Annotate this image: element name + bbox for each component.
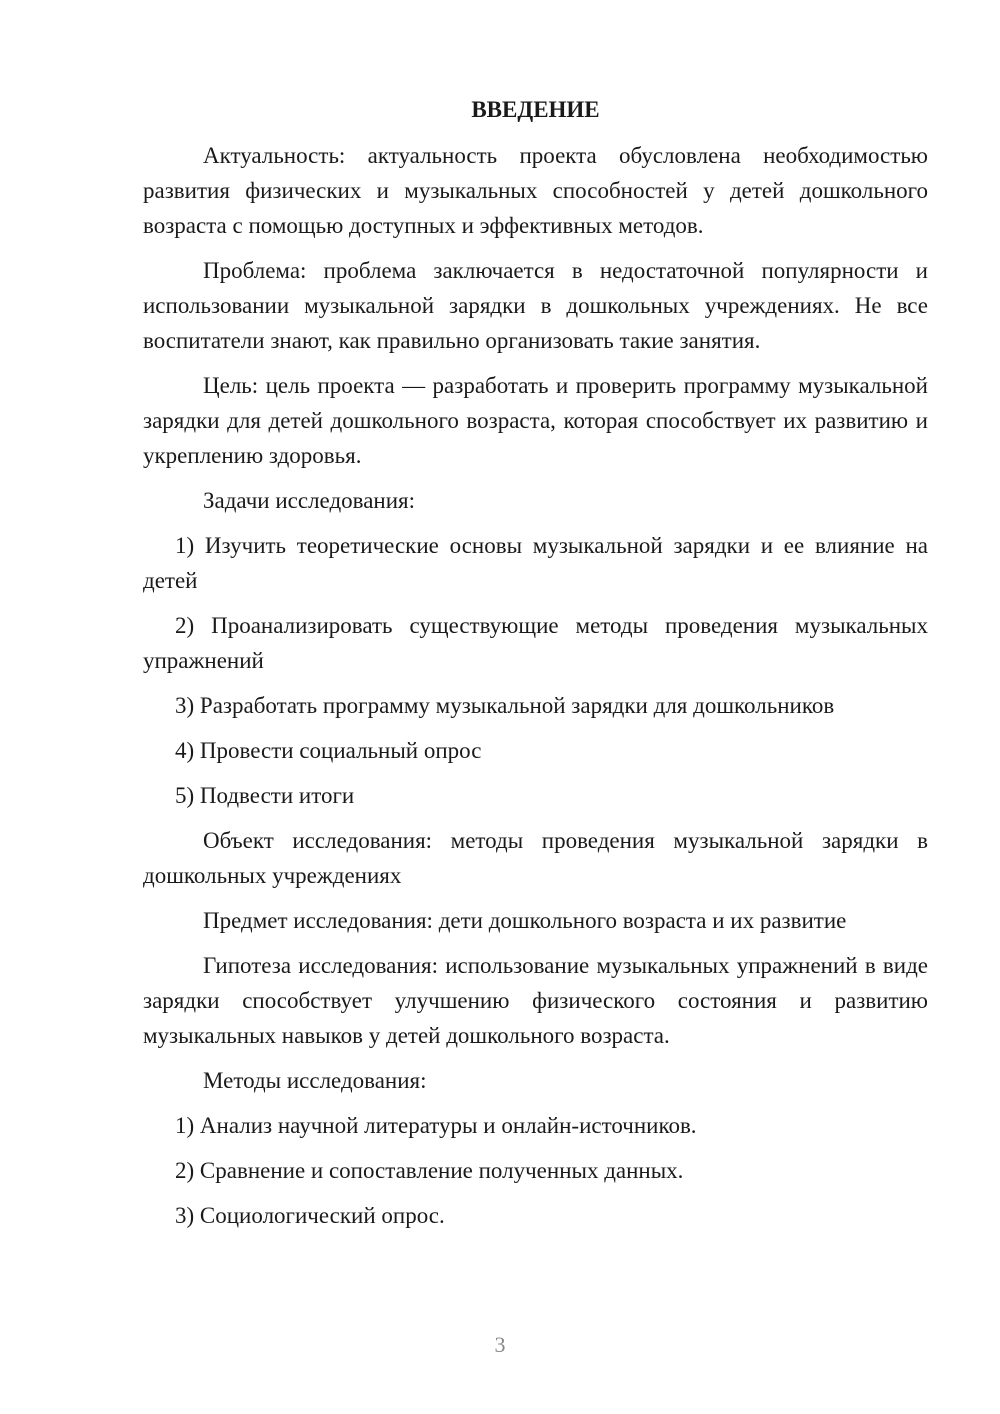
- object-paragraph: Объект исследования: методы проведения музыкальной зарядки в дошкольных учреждениях: [143, 828, 928, 888]
- hypothesis-paragraph: Гипотеза исследования: использование музыкальных упражнений в виде зарядки способствует улучшению физического состояния и развитию музыкальных навыков у детей дошкольного возраста.: [143, 953, 928, 1048]
- task-item-5: 5) Подвести итоги: [175, 783, 355, 808]
- task-item-2: 2) Проанализировать существующие методы проведения музыкальных упражнений: [143, 613, 928, 673]
- relevance-paragraph: Актуальность: актуальность проекта обусловлена необходимостью развития физических и музыкальных способностей у детей дошкольного возраста с помощью доступных и эффективных методов.: [143, 143, 928, 238]
- method-item-1: 1) Анализ научной литературы и онлайн-источников.: [175, 1113, 697, 1138]
- problem-paragraph: Проблема: проблема заключается в недостаточной популярности и использовании музыкальной зарядки в дошкольных учреждениях. Не все воспитатели знают, как правильно организовать такие занятия.: [143, 258, 928, 353]
- document-body: [143, 90, 928, 1233]
- subject-paragraph: Предмет исследования: дети дошкольного возраста и их развитие: [203, 908, 847, 933]
- method-item-3: 3) Социологический опрос.: [175, 1203, 445, 1228]
- task-item-1: 1) Изучить теоретические основы музыкальной зарядки и ее влияние на детей: [143, 533, 928, 593]
- method-item-2: 2) Сравнение и сопоставление полученных данных.: [175, 1158, 684, 1183]
- page-number: 3: [494, 1332, 506, 1357]
- section-title: ВВЕДЕНИЕ: [471, 97, 600, 122]
- methods-heading: Методы исследования:: [203, 1068, 427, 1093]
- task-item-3: 3) Разработать программу музыкальной зарядки для дошкольников: [175, 693, 835, 718]
- task-item-4: 4) Провести социальный опрос: [175, 738, 482, 763]
- tasks-heading: Задачи исследования:: [203, 488, 416, 513]
- goal-paragraph: Цель: цель проекта — разработать и проверить программу музыкальной зарядки для детей дошкольного возраста, которая способствует их развитию и укреплению здоровья.: [143, 373, 928, 468]
